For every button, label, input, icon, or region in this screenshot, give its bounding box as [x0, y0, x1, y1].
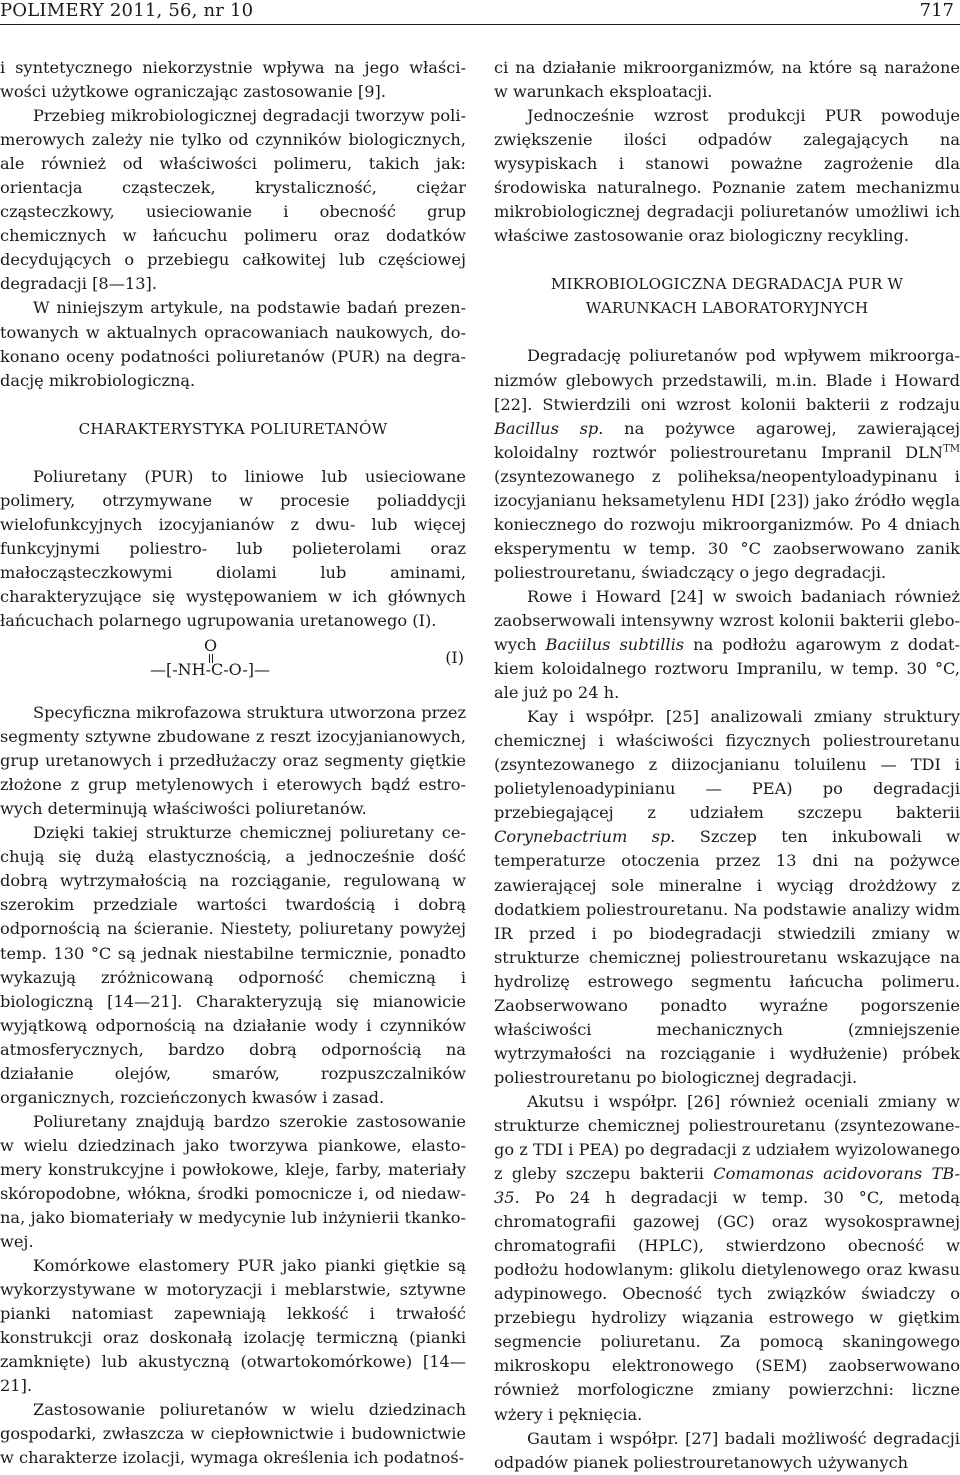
- paragraph: Degradację poliuretanów pod wpływem mikroorganizmów glebowych przedstawili, m.in. Blade i Howard [22]. Stwierdzili oni wzrost kolonii bakterii z rodzaju Bacillus sp. na pożywce agarowej, zawierającej koloidalny roztwór poliestrouretanu Impranil DLN™ (zsyntezowanego z poliheksa/neopentyloadypinanu i izocyjanianu heksametylenu HDI [23]) jako źródło węgla koniecznego do rozwoju mikroorganizmów. Po 4 dniach eksperymentu w temp. 30 °C zaobserwowano zanik poliestrouretanu, świadczący o jego degradacji.: [494, 346, 960, 582]
- section-heading-line: WARUNKACH LABORATORYJNYCH: [585, 299, 869, 318]
- paragraph: Przebieg mikrobiologicznej degradacji tworzyw polimerowych zależy nie tylko od czynników biologicznych, ale również od właściwości polimeru, takich jak: orientacja cząsteczek, krystaliczność, ciężar cząsteczkowy, usieciowanie i obecność grup chemicznych w łańcuchu polimeru oraz dodatków decydujących o przebiegu całkowitej lub częściowej degradacji [8—13].: [0, 106, 466, 294]
- paragraph: W niniejszym artykule, na podstawie badań prezentowanych w aktualnych opracowaniach naukowych, dokonano oceny podatności poliuretanów (PUR) na degradację mikrobiologiczną.: [0, 298, 466, 390]
- right-column: [494, 56, 960, 1475]
- paragraph: i syntetycznego niekorzystnie wpływa na jego właściwości użytkowe ograniczając zastosowanie [9].: [0, 58, 466, 102]
- species-name: Bacillus sp.: [494, 418, 604, 438]
- paragraph: Zastosowanie poliuretanów w wielu dziedzinach gospodarki, zwłaszcza w ciepłownictwie i budownictwie w charakterze izolacji, wymaga określenia ich podatnoś-: [0, 1400, 466, 1468]
- section-heading-line: MIKROBIOLOGICZNA DEGRADACJA PUR W: [550, 275, 904, 294]
- running-header: [0, 0, 960, 28]
- paragraph: Specyficzna mikrofazowa struktura utworzona przez segmenty sztywne zbudowane z reszt izocyjanianowych, grup uretanowych i przedłużaczy oraz segmenty giętkie złożone z grup metylenowych i eterowych bądź estrowych determinują właściwości poliuretanów.: [0, 703, 466, 819]
- left-column: [0, 56, 466, 1471]
- species-name: Baciilus subtillis: [545, 635, 685, 655]
- page-number: 717: [919, 0, 954, 21]
- paragraph: Jednocześnie wzrost produkcji PUR powoduje zwiększenie ilości odpadów zalegających na wysypiskach i stanowi poważne zagrożenie dla środowiska naturalnego. Poznanie zatem mechanizmu mikrobiologicznej degradacji poliuretanów umożliwi ich właściwe zastosowanie oraz biologiczny recykling.: [494, 106, 960, 246]
- section-heading: CHARAKTERYSTYKA POLIURETANÓW: [78, 419, 388, 438]
- species-name: Corynebactrium sp.: [494, 827, 676, 847]
- paragraph: Poliuretany (PUR) to liniowe lub usieciowane polimery, otrzymywane w procesie poliaddycji wielofunkcyjnych izocyjanianów z dwu- lub więcej funkcyjnymi poliestro- lub polieterolami oraz małocząsteczkowymi diolami lub aminami, charakteryzujące się występowaniem w ich głównych łańcuchach polarnego ugrupowania uretanowego (I).: [0, 466, 466, 630]
- header-rule: [0, 24, 960, 25]
- paragraph: Gautam i współpr. [27] badali możliwość degradacji odpadów pianek poliestrouretanowych używanych: [494, 1428, 960, 1472]
- trademark-sup: TM: [943, 443, 960, 455]
- paragraph: Komórkowe elastomery PUR jako pianki giętkie są wykorzystywane w motoryzacji i meblarstwie, sztywne pianki natomiast zapewniają lekkość i trwałość konstrukcji oraz doskonałą izolację termiczną (pianki zamknięte) lub akustyczną (otwartokomórkowe) [14—21].: [0, 1256, 466, 1396]
- paragraph: Akutsu i współpr. [26] również oceniali zmiany w strukturze chemicznej poliestrouretanu (zsyntezowanego z TDI i PEA) po degradacji z udziałem wyizolowanego z gleby szczepu bakterii Comamonas acidovorans TB-35. Po 24 h degradacji w temp. 30 °C, metodą chromatografii gazowej (GC) oraz wysokosprawnej chromatografii (HPLC), stwierdzono obecność w podłożu hodowlanym: glikolu dietylenowego oraz kwasu adypinowego. Obecność tych związków świadczy o przebiegu hydrolizy wiązania estrowego w giętkim segmencie poliuretanu. Za pomocą skaningowego mikroskopu elektronowego (SEM) zaobserwowano również morfologiczne zmiany powierzchni: liczne wżery i pęknięcia.: [494, 1091, 960, 1424]
- section-heading: [494, 272, 960, 320]
- paragraph: Kay i współpr. [25] analizowali zmiany struktury chemicznej i właściwości fizycznych poliestrouretanu (zsyntezowanego z diizocjanianu toluilenu — TDI i polietylenoadypinianu — PEA) po degradacji przebiegającej z udziałem szczepu bakterii Corynebactrium sp. Szczep ten inkubowali w temperaturze otoczenia przez 13 dni na pożywce zawierającej sole mineralne i wyciąg drożdżowy z dodatkiem poliestrouretanu. Na podstawie analizy widm IR przed i po biodegradacji stwiedzili zmiany w strukturze chemicznej poliestrouretanu wskazujące na hydrolizę estrowego segmentu łańcucha polimeru. Zaobserwowano ponadto wyraźne pogorszenie właściwości mechanicznych (zmniejszenie wytrzymałości na rozciąganie i wydłużenie) próbek poliestrouretanu po biologicznej degradacji.: [494, 707, 960, 1087]
- paragraph: Poliuretany znajdują bardzo szerokie zastosowanie w wielu dziedzinach jako tworzywa piankowe, elastomery konstrukcyjne i powłokowe, kleje, farby, materiały skóropodobne, włókna, środki pomocnicze i, od niedawna, jako biomateriały w medycynie lub inżynierii tkankowej.: [0, 1111, 466, 1252]
- chemical-formula: [0, 637, 466, 691]
- species-name: Comamonas acidovorans TB-35.: [494, 1164, 960, 1208]
- formula-chain: —[-NH-C-O-]—: [150, 660, 271, 680]
- formula-label: (I): [445, 648, 464, 668]
- paragraph: Dzięki takiej strukturze chemicznej poliuretany cechują się dużą elastycznością, a jednocześnie dość dobrą wytrzymałością na rozciąganie, regulowaną w szerokim przedziale wartości twardością i dobrą odpornością na ścieranie. Niestety, poliuretany powyżej temp. 130 °C są jednak niestabilne termicznie, ponadto wykazują zróżnicowaną odporność chemiczną i biologiczną [14—21]. Charakteryzują się mianowicie wyjątkową odpornością na działanie wody i czynników atmosferycznych, bardzo dobrą odpornością na działanie olejów, smarów, rozpuszczalników organicznych, rozcieńczonych kwasów i zasad.: [0, 823, 466, 1107]
- paragraph: ci na działanie mikroorganizmów, na które są narażone w warunkach eksploatacji.: [494, 58, 960, 102]
- paragraph: Rowe i Howard [24] w swoich badaniach również zaobserwowali intensywny wzrost kolonii bakterii glebowych Baciilus subtillis na podłożu agarowym z dodatkiem koloidalnego roztworu Impranilu, w temp. 30 °C, ale już po 24 h.: [494, 586, 960, 703]
- journal-title: POLIMERY 2011, 56, nr 10: [0, 0, 254, 21]
- formula-oxygen: O: [204, 636, 218, 656]
